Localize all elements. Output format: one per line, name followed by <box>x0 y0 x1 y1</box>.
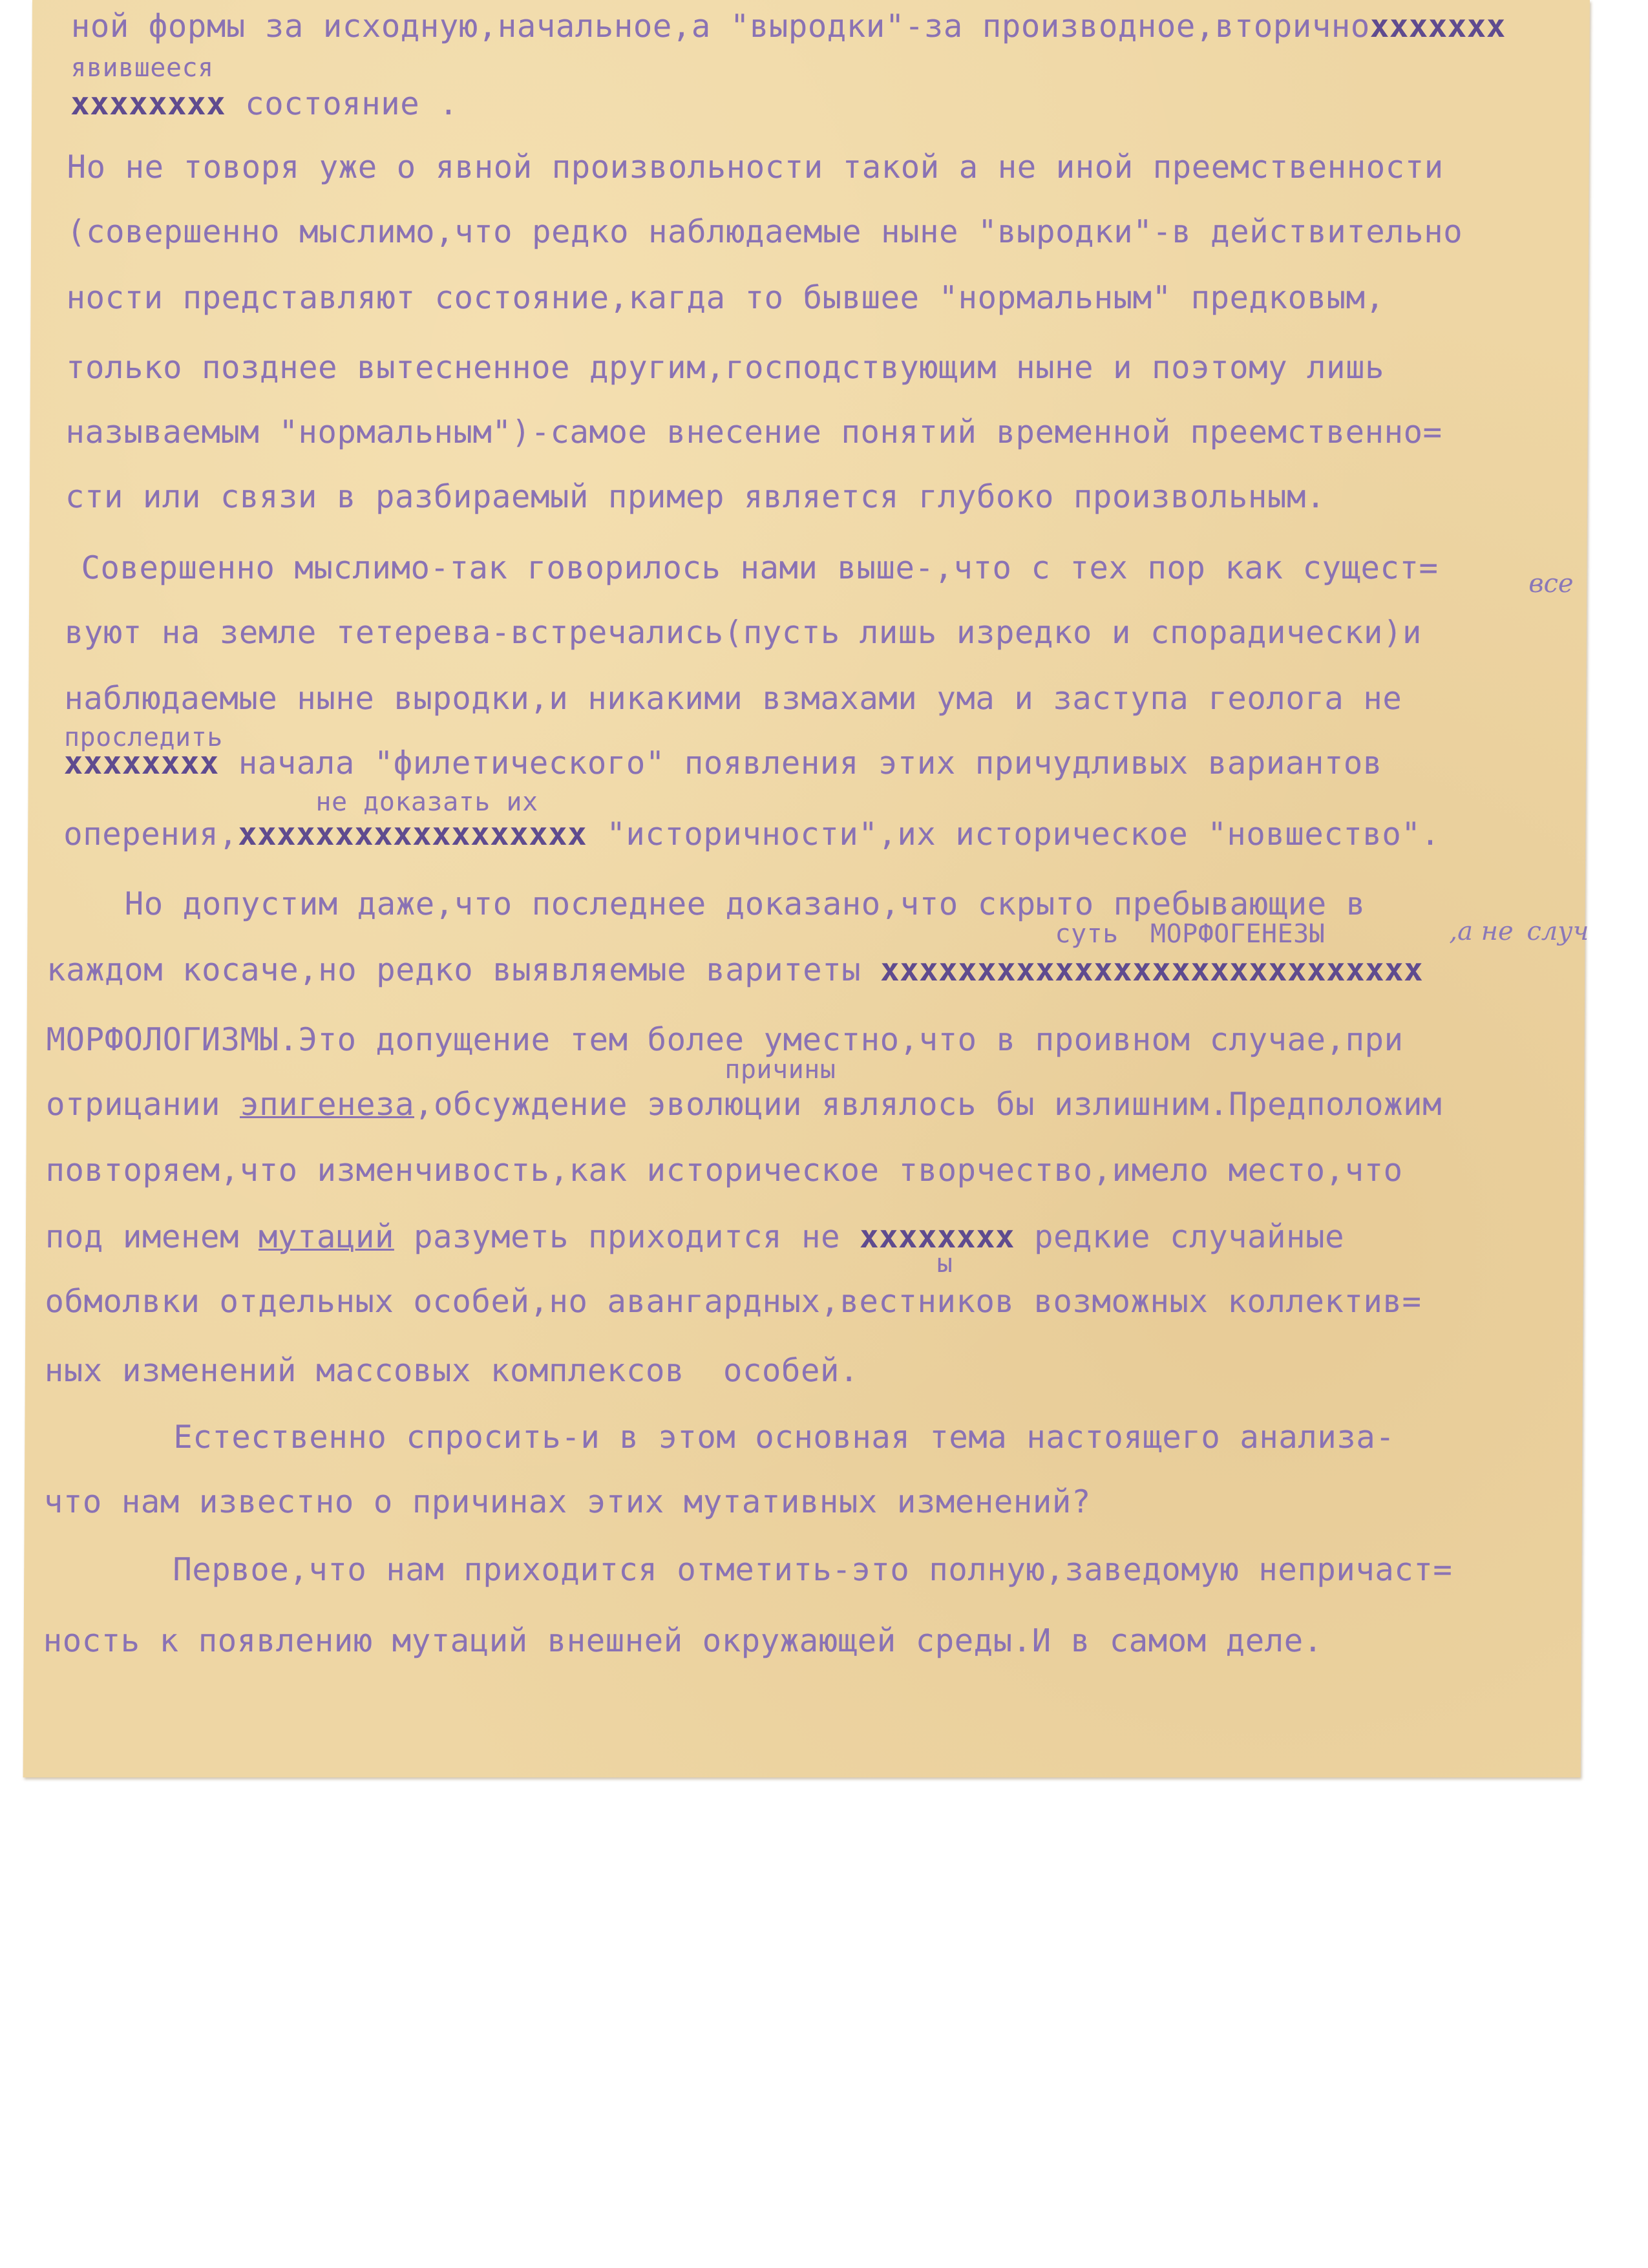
text-line: ной формы за исходную,начальное,а "выродки"-за производное,вторичноxxxxxxx <box>70 8 1506 45</box>
text-insertion: причины <box>724 1055 836 1085</box>
text-line: обмолвки отдельных особей,но авангардных,вестников возможных коллектив= <box>45 1283 1422 1320</box>
text-line: Но допустим даже,что последнее доказано,что скрыто пребывающие в <box>124 885 1366 922</box>
text-line: Но не товоря уже о явной произвольности такой а не иной преемственности <box>67 149 1444 185</box>
text-line: сти или связи в разбираемый пример является глубоко произвольным. <box>65 478 1326 515</box>
text-line: Первое,что нам приходится отметить-это полную,заведомую непричаст= <box>173 1551 1453 1588</box>
handwritten-note: случ <box>1527 917 1589 946</box>
text-line: (совершенно мыслимо,что редко наблюдаемые ныне "выродки"-в действительно <box>66 213 1463 250</box>
text-line: наблюдаемые ныне выродки,и никакими взмахами ума и заступа геолога не <box>64 680 1402 717</box>
text-line: Совершенно мыслимо-так говорилось нами выше-,что с тех пор как сущест= <box>81 549 1439 586</box>
text-insertion: не доказать их <box>315 787 538 817</box>
text-line: оперения,xxxxxxxxxxxxxxxxxx "историчности",их историческое "новшество". <box>63 816 1441 853</box>
text-insertion: ы <box>936 1249 953 1278</box>
text-line: МОРФОЛОГИЗМЫ.Это допущение тем более уместно,что в проивном случае,при <box>46 1021 1404 1058</box>
handwritten-note: все <box>1528 569 1574 599</box>
text-line: xxxxxxxx начала "филетического" появления этих причудливых вариантов <box>63 745 1383 781</box>
text-line: ности представляют состояние,кагда то бывшее "нормальным" предковым, <box>66 279 1385 316</box>
text-insertion: суть МОРФОГЕНЕЗЫ <box>1055 919 1326 949</box>
text-insertion: явившееся <box>70 53 214 83</box>
text-line: Естественно спросить-и в этом основная тема настоящего анализа- <box>173 1419 1395 1456</box>
text-insertion: проследить <box>63 723 223 752</box>
text-line: каждом косаче,но редко выявляемые варитеты xxxxxxxxxxxxxxxxxxxxxxxxxxxx <box>46 951 1424 988</box>
text-line: ность к появлению мутаций внешней окружающей среды.И в самом деле. <box>43 1622 1323 1659</box>
text-line: отрицании эпигенеза,обсуждение эволюции являлось бы излишним.Предположим <box>45 1086 1442 1123</box>
text-line: xxxxxxxx состояние . <box>70 85 459 122</box>
text-line: ных изменений массовых комплексов особей. <box>44 1352 860 1389</box>
text-line: только позднее вытесненное другим,господствующим ныне и поэтому лишь <box>65 349 1385 386</box>
text-line: что нам известно о причинах этих мутативных изменений? <box>43 1483 1092 1520</box>
text-line: повторяем,что изменчивость,как историческое творчество,имело место,что <box>45 1152 1403 1189</box>
handwritten-note: ,а не <box>1449 917 1514 946</box>
document-page <box>23 0 1590 1777</box>
text-line: называемым "нормальным")-самое внесение понятий временной преемственно= <box>65 414 1442 450</box>
text-line: под именем мутаций разуметь приходится не xxxxxxxx редкие случайные <box>45 1218 1345 1255</box>
text-line: вуют на земле тетерева-встречались(пусть лишь изредко и спорадически)и <box>64 614 1422 651</box>
